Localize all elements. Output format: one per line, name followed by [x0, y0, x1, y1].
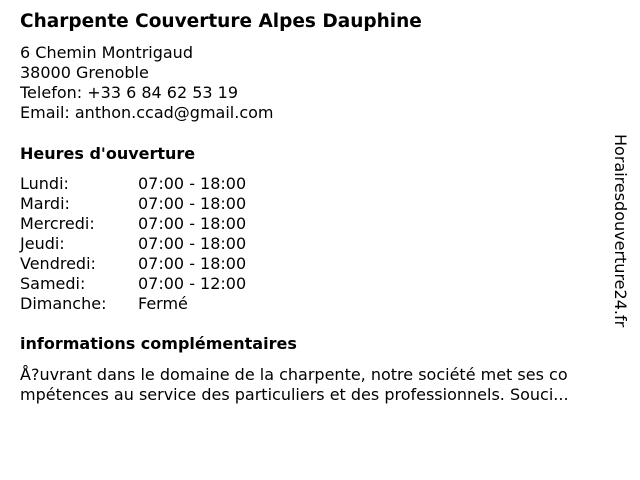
day-label: Samedi: — [20, 274, 86, 293]
time-range: 07:00 - 18:00 — [138, 194, 247, 213]
hours-row-friday — [20, 254, 246, 274]
day-label: Jeudi: — [20, 234, 65, 253]
additional-info-heading: informations complémentaires — [20, 334, 297, 353]
hours-row-sunday — [20, 294, 246, 314]
site-watermark: Horairesdouverture24.fr — [611, 134, 630, 328]
day-label: Vendredi: — [20, 254, 96, 273]
hours-row-wednesday — [20, 214, 246, 234]
phone-number: Telefon: +33 6 84 62 53 19 — [20, 83, 239, 102]
description-line: Å?uvrant dans le domaine de la charpente, notre société met ses co — [20, 365, 568, 384]
hours-row-saturday — [20, 274, 246, 294]
opening-hours-heading: Heures d'ouverture — [20, 144, 196, 163]
time-range: 07:00 - 18:00 — [138, 234, 247, 253]
description-line: mpétences au service des particuliers et des professionnels. Souci... — [20, 385, 569, 404]
city-postcode: 38000 Grenoble — [20, 63, 149, 82]
email-address: Email: anthon.ccad@gmail.com — [20, 103, 274, 122]
time-range: 07:00 - 12:00 — [138, 274, 247, 293]
day-label: Mardi: — [20, 194, 70, 213]
day-label: Mercredi: — [20, 214, 95, 233]
address-block — [20, 43, 274, 123]
hours-row-thursday — [20, 234, 246, 254]
time-range: 07:00 - 18:00 — [138, 174, 247, 193]
day-label: Lundi: — [20, 174, 69, 193]
description-text — [20, 365, 620, 405]
time-range: Fermé — [138, 294, 188, 313]
time-range: 07:00 - 18:00 — [138, 254, 247, 273]
business-name: Charpente Couverture Alpes Dauphine — [20, 11, 422, 32]
time-range: 07:00 - 18:00 — [138, 214, 247, 233]
day-label: Dimanche: — [20, 294, 107, 313]
opening-hours-table — [20, 174, 246, 314]
hours-row-tuesday — [20, 194, 246, 214]
street-address: 6 Chemin Montrigaud — [20, 43, 193, 62]
hours-row-monday — [20, 174, 246, 194]
